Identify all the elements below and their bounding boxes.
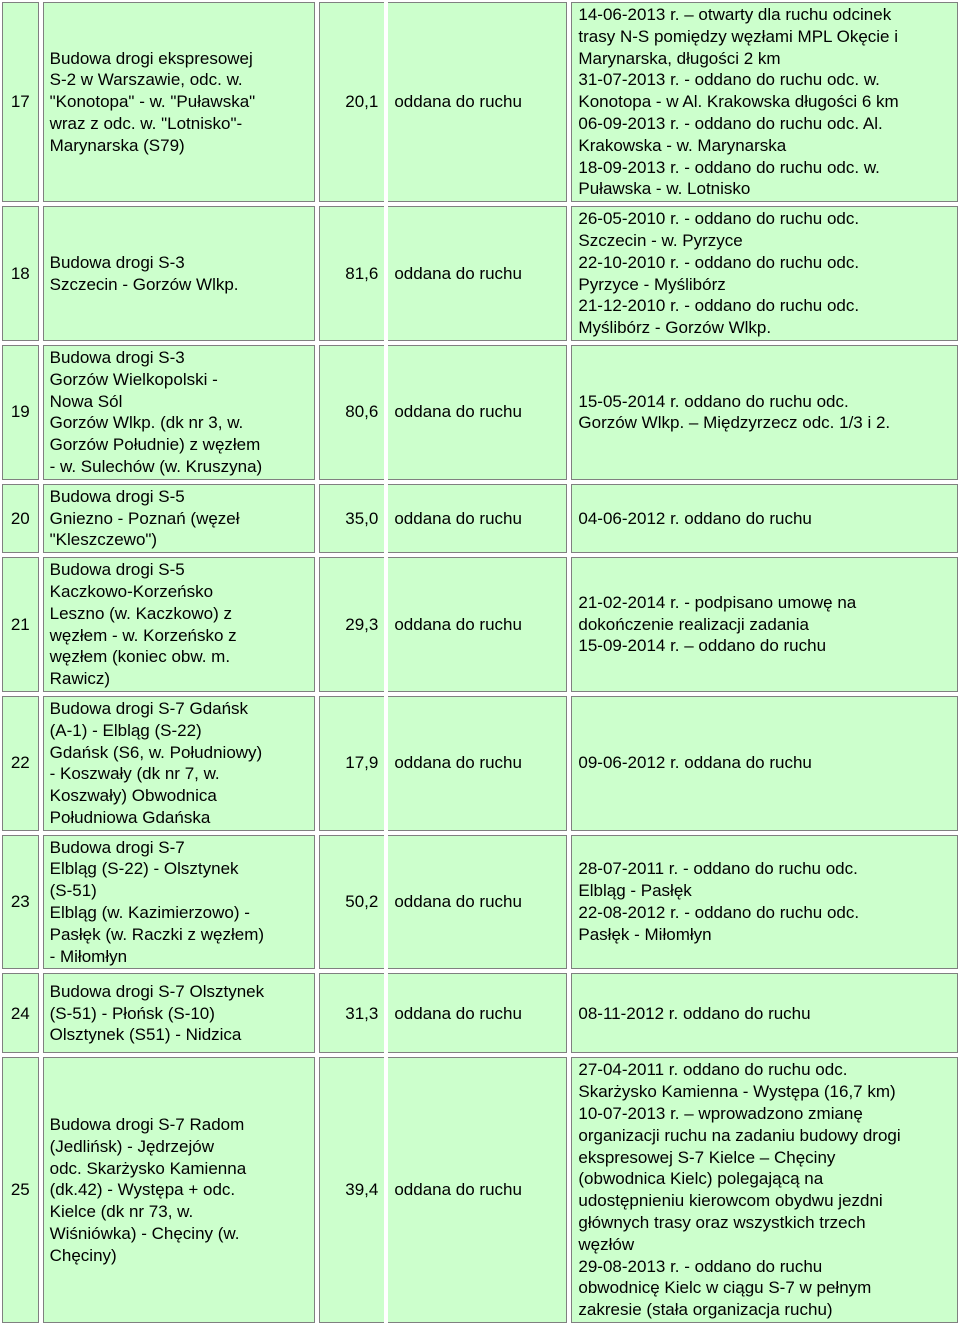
table-row: [2, 696, 958, 831]
row-number: 21: [2, 557, 39, 692]
row-number: 24: [2, 973, 39, 1053]
status-cell: oddana do ruchu: [388, 484, 567, 553]
length-km-cell: 50,2: [319, 835, 384, 970]
status-cell: oddana do ruchu: [388, 345, 567, 480]
table-row: [2, 1057, 958, 1323]
task-name-cell: Budowa drogi S-7 Elbląg (S-22) - Olsztynek (S-51) Elbląg (w. Kazimierzowo) - Pasłęk (w. Raczki z węzłem) - Miłomłyn: [43, 835, 316, 970]
status-cell: oddana do ruchu: [388, 973, 567, 1053]
notes-cell: 04-06-2012 r. oddano do ruchu: [571, 484, 958, 553]
status-cell: oddana do ruchu: [388, 2, 567, 202]
task-name-cell: Budowa drogi ekspresowej S-2 w Warszawie, odc. w. "Konotopa" - w. "Puławska" wraz z odc. w. "Lotnisko"- Marynarska (S79): [43, 2, 316, 202]
length-km-cell: 20,1: [319, 2, 384, 202]
notes-cell: 15-05-2014 r. oddano do ruchu odc. Gorzów Wlkp. – Międzyrzecz odc. 1/3 i 2.: [571, 345, 958, 480]
status-cell: oddana do ruchu: [388, 557, 567, 692]
task-name-cell: Budowa drogi S-3 Szczecin - Gorzów Wlkp.: [43, 206, 316, 341]
task-name-cell: Budowa drogi S-7 Olsztynek (S-51) - Płońsk (S-10) Olsztynek (S51) - Nidzica: [43, 973, 316, 1053]
row-number: 22: [2, 696, 39, 831]
table-row: [2, 835, 958, 970]
notes-cell: 21-02-2014 r. - podpisano umowę na dokończenie realizacji zadania 15-09-2014 r. – oddano do ruchu: [571, 557, 958, 692]
task-name-cell: Budowa drogi S-5 Gniezno - Poznań (węzeł "Kleszczewo"): [43, 484, 316, 553]
row-number: 17: [2, 2, 39, 202]
row-number: 18: [2, 206, 39, 341]
notes-cell: 27-04-2011 r. oddano do ruchu odc. Skarżysko Kamienna - Występa (16,7 km) 10-07-2013 r. – wprowadzono zmianę organizacji ruchu na zadaniu budowy drogi ekspresowej S-7 Kielce – Chęciny (obwodnica Kielc) polegającą na udostępnieniu kierowcom obydwu jezdni głównych trasy oraz wszystkich trzech węzłów 29-08-2013 r. - oddano do ruchu obwodnicę Kielc w ciągu S-7 w pełnym zakresie (stała organizacja ruchu): [571, 1057, 958, 1323]
table-row: [2, 345, 958, 480]
status-cell: oddana do ruchu: [388, 835, 567, 970]
row-number: 23: [2, 835, 39, 970]
table-row: [2, 484, 958, 553]
roads-table-body: [2, 2, 958, 1323]
length-km-cell: 80,6: [319, 345, 384, 480]
notes-cell: 08-11-2012 r. oddano do ruchu: [571, 973, 958, 1053]
notes-cell: 26-05-2010 r. - oddano do ruchu odc. Szczecin - w. Pyrzyce 22-10-2010 r. - oddano do ruchu odc. Pyrzyce - Myślibórz 21-12-2010 r. - oddano do ruchu odc. Myślibórz - Gorzów Wlkp.: [571, 206, 958, 341]
row-number: 25: [2, 1057, 39, 1323]
table-row: [2, 2, 958, 202]
length-km-cell: 81,6: [319, 206, 384, 341]
table-row: [2, 206, 958, 341]
length-km-cell: 39,4: [319, 1057, 384, 1323]
length-km-cell: 29,3: [319, 557, 384, 692]
task-name-cell: Budowa drogi S-5 Kaczkowo-Korzeńsko Leszno (w. Kaczkowo) z węzłem - w. Korzeńsko z węzłem (koniec obw. m. Rawicz): [43, 557, 316, 692]
row-number: 20: [2, 484, 39, 553]
notes-cell: 28-07-2011 r. - oddano do ruchu odc. Elbląg - Pasłęk 22-08-2012 r. - oddano do ruchu odc. Pasłęk - Miłomłyn: [571, 835, 958, 970]
table-row: [2, 973, 958, 1053]
status-cell: oddana do ruchu: [388, 206, 567, 341]
length-km-cell: 35,0: [319, 484, 384, 553]
task-name-cell: Budowa drogi S-3 Gorzów Wielkopolski - Nowa Sól Gorzów Wlkp. (dk nr 3, w. Gorzów Południe) z węzłem - w. Sulechów (w. Kruszyna): [43, 345, 316, 480]
length-km-cell: 31,3: [319, 973, 384, 1053]
table-row: [2, 557, 958, 692]
task-name-cell: Budowa drogi S-7 Radom (Jedlińsk) - Jędrzejów odc. Skarżysko Kamienna (dk.42) - Występa + odc. Kielce (dk nr 73, w. Wiśniówka) - Chęciny (w. Chęciny): [43, 1057, 316, 1323]
notes-cell: 09-06-2012 r. oddana do ruchu: [571, 696, 958, 831]
row-number: 19: [2, 345, 39, 480]
notes-cell: 14-06-2013 r. – otwarty dla ruchu odcinek trasy N-S pomiędzy węzłami MPL Okęcie i Marynarska, długości 2 km 31-07-2013 r. - oddano do ruchu odc. w. Konotopa - w Al. Krakowska długości 6 km 06-09-2013 r. - oddano do ruchu odc. Al. Krakowska - w. Marynarska 18-09-2013 r. - oddano do ruchu odc. w. Puławska - w. Lotnisko: [571, 2, 958, 202]
status-cell: oddana do ruchu: [388, 1057, 567, 1323]
status-cell: oddana do ruchu: [388, 696, 567, 831]
length-km-cell: 17,9: [319, 696, 384, 831]
task-name-cell: Budowa drogi S-7 Gdańsk (A-1) - Elbląg (S-22) Gdańsk (S6, w. Południowy) - Koszwały (dk nr 7, w. Koszwały) Obwodnica Południowa Gdańska: [43, 696, 316, 831]
